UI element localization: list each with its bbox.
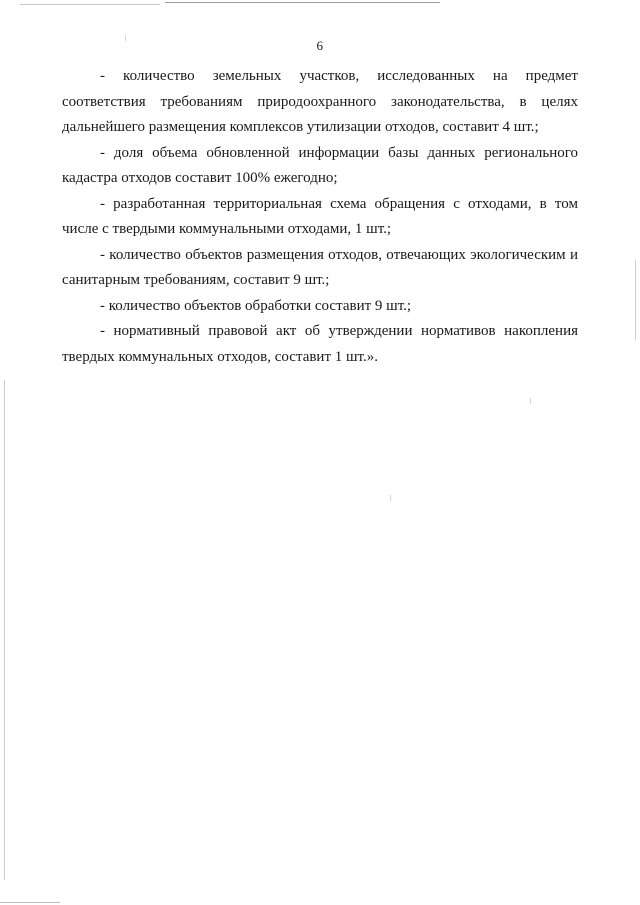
scan-artifact-left-line (4, 380, 5, 880)
list-item: - количество земельных участков, исследованных на предмет соответствия требованиям природоохранного законодательства, в целях дальнейшего размещения комплексов утилизации отходов, составит 4 шт.; (62, 68, 578, 135)
scan-artifact-dot (530, 398, 531, 404)
list-item: - нормативный правовой акт об утверждении нормативов накопления твердых коммунальных отходов, составит 1 шт.». (62, 323, 578, 365)
list-item: - количество объектов размещения отходов, отвечающих экологическим и санитарным требованиям, составит 9 шт.; (62, 246, 578, 288)
scan-artifact-bottom-line (0, 902, 60, 903)
scan-artifact-top-line (165, 2, 440, 3)
scan-artifact-top-line-2 (20, 4, 160, 5)
list-item: - разработанная территориальная схема обращения с отходами, в том числе с твердыми коммунальными отходами, 1 шт.; (62, 195, 578, 237)
document-body (62, 64, 578, 370)
scan-artifact-right-line (635, 260, 636, 340)
list-item: - доля объема обновленной информации базы данных регионального кадастра отходов составит 100% ежегодно; (62, 144, 578, 186)
page-number: 6 (316, 38, 324, 53)
scan-artifact-dot (390, 495, 391, 501)
list-item: - количество объектов обработки составит 9 шт.; (100, 297, 412, 314)
